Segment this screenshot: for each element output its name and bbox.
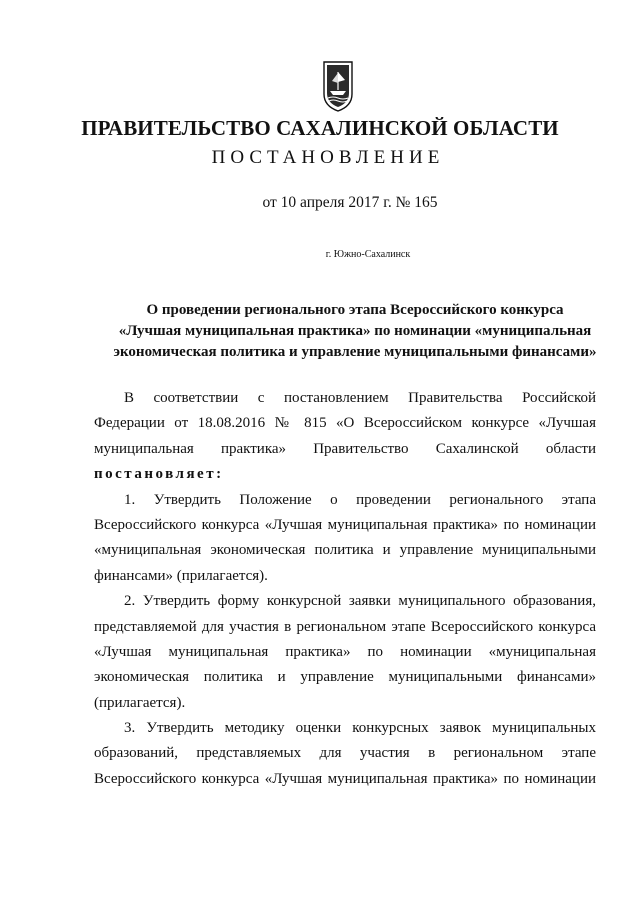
body-line: 2. Утвердить форму конкурсной заявки муниципального образования, bbox=[124, 593, 596, 610]
heading-line: О проведении регионального этапа Всероссийского конкурса bbox=[146, 302, 564, 318]
document-heading bbox=[80, 300, 630, 363]
document-city: г. Южно-Сахалинск bbox=[325, 249, 411, 260]
body-line: 3. Утвердить методику оценки конкурсных заявок муниципальных bbox=[124, 720, 596, 737]
government-title: ПРАВИТЕЛЬСТВО САХАЛИНСКОЙ ОБЛАСТИ bbox=[81, 116, 559, 140]
heading-line: экономическая политика и управление муниципальными финансами» bbox=[113, 344, 597, 360]
body-line: «Лучшая муниципальная практика» по номинации «муниципальная bbox=[94, 643, 596, 660]
heading-line: «Лучшая муниципальная практика» по номинации «муниципальная bbox=[118, 323, 592, 339]
body-line: 1. Утвердить Положение о проведении регионального этапа bbox=[124, 491, 596, 508]
body-line: Федерации от 18.08.2016 № 815 «О Всероссийском конкурсе «Лучшая bbox=[94, 415, 596, 432]
document-type: ПОСТАНОВЛЕНИЕ bbox=[211, 147, 445, 168]
coat-of-arms-icon bbox=[321, 60, 355, 112]
body-line: «муниципальная экономическая политика и управление муниципальными bbox=[94, 542, 596, 559]
body-line: образований, представляемых для участия в региональном этапе bbox=[94, 745, 596, 762]
document-date-number: от 10 апреля 2017 г. № 165 bbox=[262, 194, 438, 211]
body-line: Всероссийского конкурса «Лучшая муниципальная практика» по номинации bbox=[94, 516, 596, 533]
document-body bbox=[94, 386, 596, 792]
body-line: муниципальная практика» Правительство Сахалинской области bbox=[94, 440, 596, 457]
body-line: представляемой для участия в региональном этапе Всероссийского конкурса bbox=[94, 618, 596, 635]
body-line-decree-word: постановляет: bbox=[94, 466, 224, 483]
body-line: (прилагается). bbox=[94, 694, 186, 711]
body-line: В соответствии с постановлением Правительства Российской bbox=[124, 390, 596, 406]
body-line: финансами» (прилагается). bbox=[94, 567, 268, 584]
body-line: Всероссийского конкурса «Лучшая муниципальная практика» по номинации bbox=[94, 770, 596, 787]
body-line: экономическая политика и управление муниципальными финансами» bbox=[94, 669, 596, 686]
